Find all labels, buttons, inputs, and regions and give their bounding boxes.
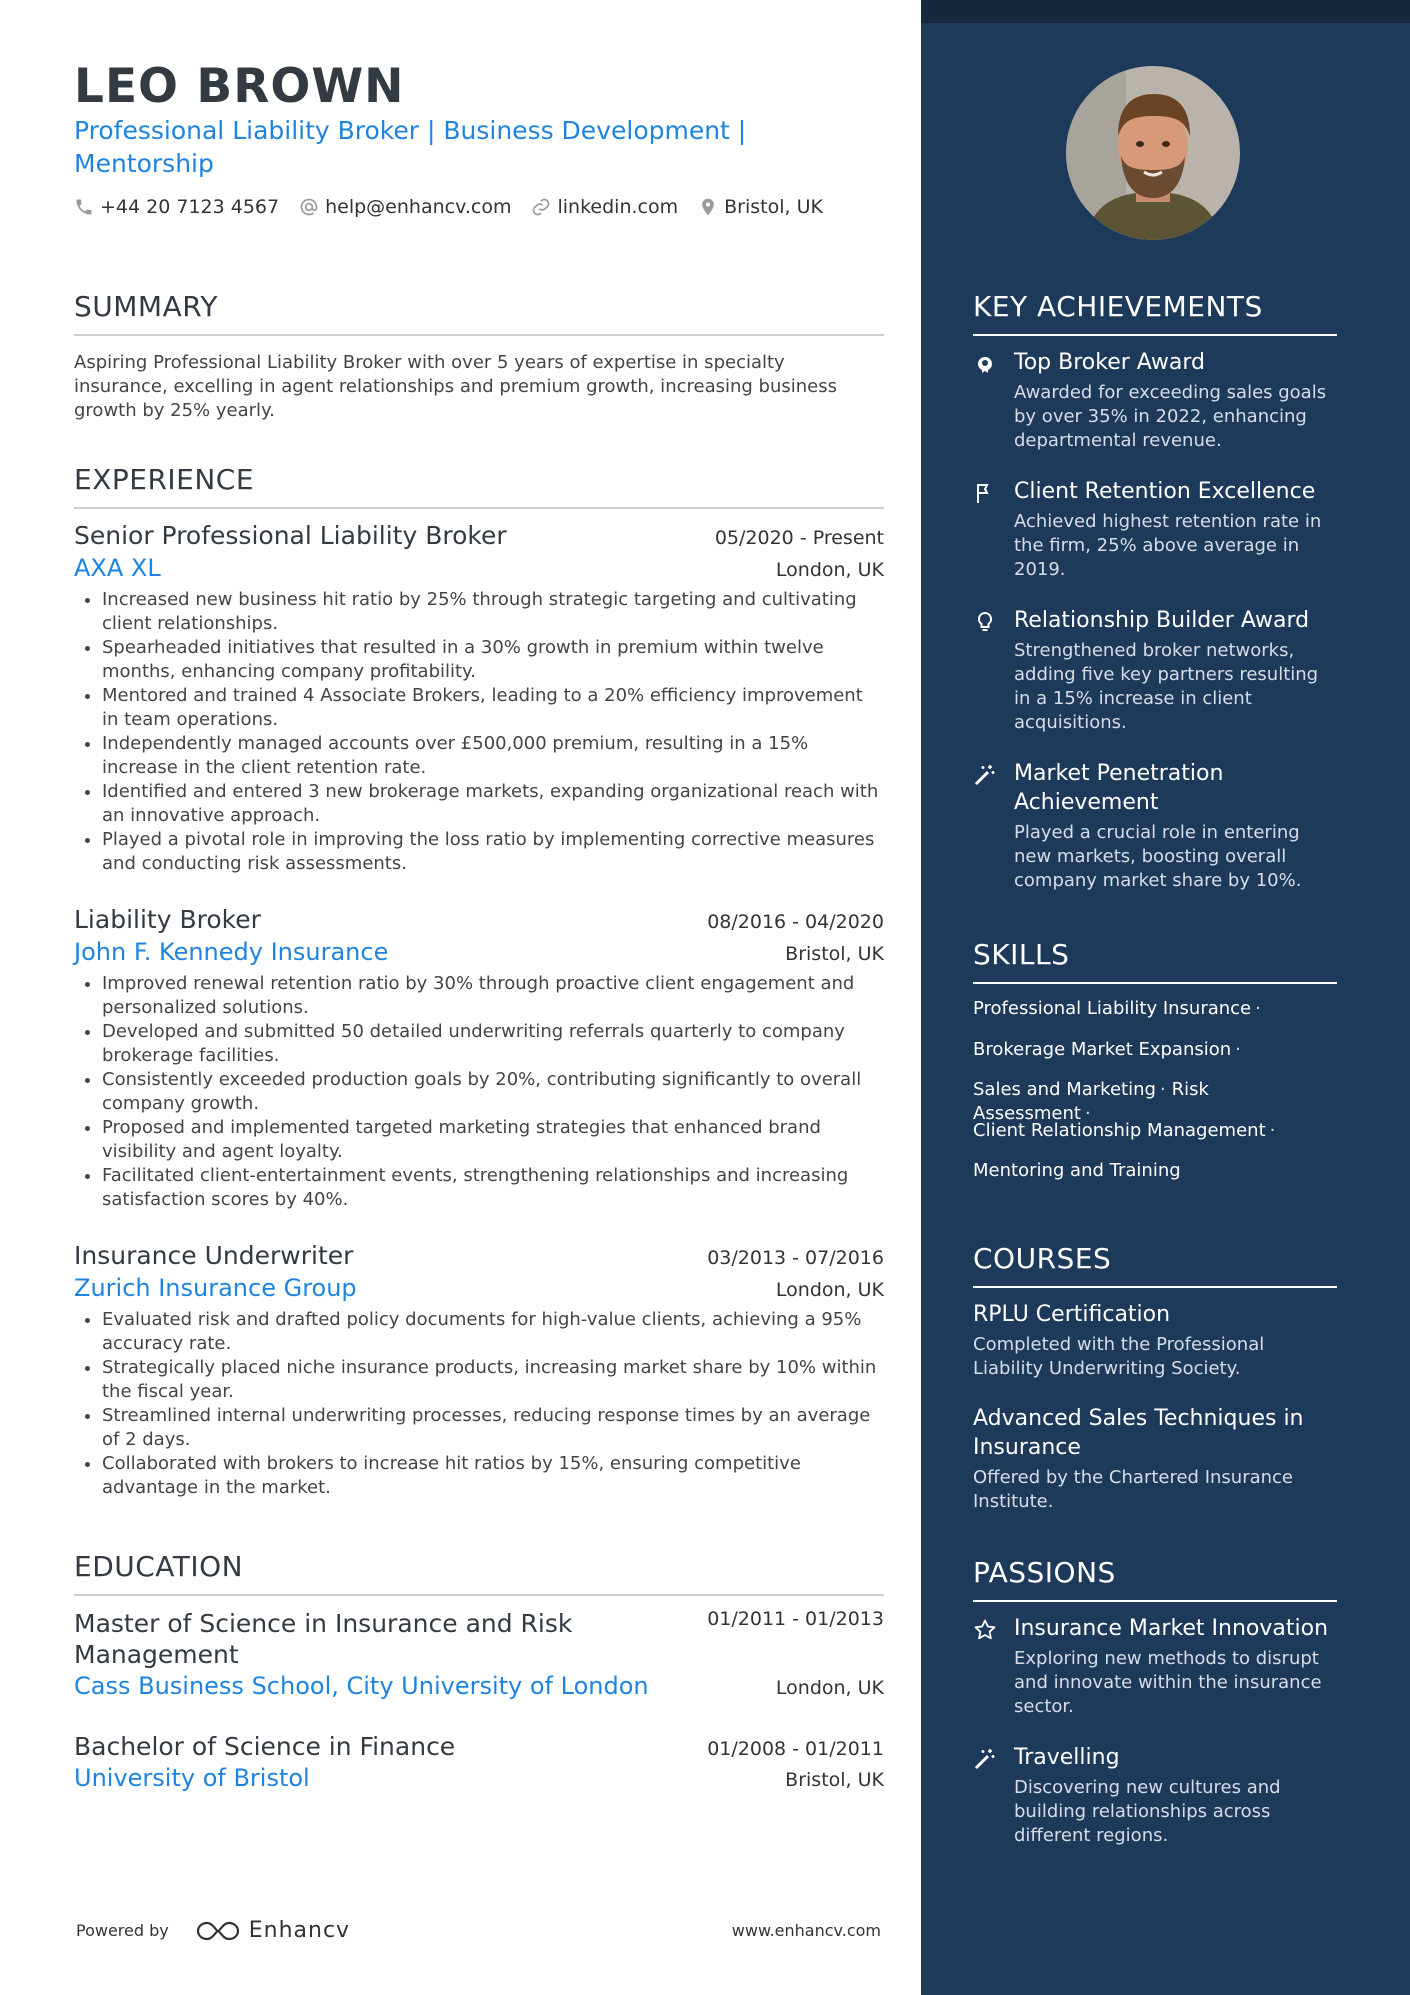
skills-heading: SKILLS: [973, 938, 1337, 984]
achievement-title: Top Broker Award: [1014, 350, 1206, 375]
course-item: [973, 1404, 1337, 1514]
footer: [76, 1918, 881, 1943]
bullet: • Consistently exceeded production goals by 20%, contributing significantly to overall company growth.: [102, 1068, 884, 1116]
skill-line: [973, 1038, 1337, 1079]
skill-line: [973, 1119, 1337, 1160]
at-icon: [299, 197, 319, 217]
avatar-image: [1066, 66, 1240, 240]
award-icon: [973, 352, 997, 376]
achievement-title: Client Retention Excellence: [1014, 479, 1316, 504]
bullet: • Evaluated risk and drafted policy documents for high-value clients, achieving a 95% accuracy rate.: [102, 1308, 884, 1356]
candidate-name: LEO BROWN: [74, 59, 405, 114]
summary-heading: SUMMARY: [74, 290, 884, 336]
website-link[interactable]: www.enhancv.com: [731, 1921, 881, 1940]
brand-name: Enhancv: [248, 1918, 351, 1943]
achievement-desc: Awarded for exceeding sales goals by over 35% in 2022, enhancing departmental revenue.: [1014, 382, 1327, 451]
skill-tag: Client Relationship Management: [973, 1119, 1266, 1141]
job-entry: [74, 520, 884, 876]
skill-separator: ·: [1084, 1103, 1091, 1124]
bullet: • Played a pivotal role in improving the loss ratio by implementing corrective measures and conducting risk assessments.: [102, 828, 884, 876]
passion-title: Insurance Market Innovation: [1014, 1616, 1329, 1641]
job-bullets: [74, 1308, 884, 1500]
achievement-item: [973, 348, 1337, 453]
skill-tag: Mentoring and Training: [973, 1160, 1181, 1181]
passions-heading: PASSIONS: [973, 1556, 1337, 1602]
job-location: Bristol, UK: [785, 943, 884, 965]
sidebar-top-bar: [921, 0, 1410, 23]
bullet: • Increased new business hit ratio by 25% through strategic targeting and cultivating client relationships.: [102, 588, 884, 636]
education-location: Bristol, UK: [785, 1769, 884, 1791]
bullet: • Mentored and trained 4 Associate Brokers, leading to a 20% efficiency improvement in team operations.: [102, 684, 884, 732]
job-bullets: [74, 588, 884, 876]
job-title: Insurance Underwriter: [74, 1241, 354, 1270]
achievement-item: [973, 477, 1337, 582]
job-title: Senior Professional Liability Broker: [74, 521, 507, 550]
contact-location: [698, 196, 823, 218]
company-name[interactable]: John F. Kennedy Insurance: [74, 938, 389, 966]
bullet: • Collaborated with brokers to increase hit ratios by 15%, ensuring competitive advantage in the market.: [102, 1452, 884, 1500]
bullet: • Streamlined internal underwriting processes, reducing response times by an average of 2 days.: [102, 1404, 884, 1452]
education-dates: 01/2011 - 01/2013: [707, 1608, 884, 1630]
passion-item: [973, 1743, 1337, 1848]
degree-title: Bachelor of Science in Finance: [74, 1732, 456, 1761]
bullet: • Improved renewal retention ratio by 30% through proactive client engagement and personalized solutions.: [102, 972, 884, 1020]
contact-email[interactable]: [299, 196, 511, 218]
bullet: • Spearheaded initiatives that resulted in a 30% growth in premium within twelve months, enhancing company profitability.: [102, 636, 884, 684]
achievements-heading: KEY ACHIEVEMENTS: [973, 290, 1337, 336]
courses-heading: COURSES: [973, 1242, 1337, 1288]
passion-title: Travelling: [1014, 1745, 1120, 1770]
achievement-item: [973, 759, 1337, 893]
experience-heading: EXPERIENCE: [74, 463, 884, 509]
magic-wand-icon: [973, 763, 997, 787]
brand-logo[interactable]: [195, 1918, 350, 1943]
course-title: RPLU Certification: [973, 1302, 1171, 1327]
skill-separator: ·: [1255, 998, 1261, 1019]
lightbulb-icon: [973, 610, 997, 634]
education-location: London, UK: [775, 1677, 884, 1699]
bullet: • Strategically placed niche insurance products, increasing market share by 10% within the fiscal year.: [102, 1356, 884, 1404]
course-item: [973, 1300, 1337, 1381]
flag-icon: [973, 481, 997, 505]
course-desc: Completed with the Professional Liability Underwriting Society.: [973, 1334, 1265, 1379]
bullet: • Independently managed accounts over £500,000 premium, resulting in a 15% increase in the client retention rate.: [102, 732, 884, 780]
link-text: linkedin.com: [557, 196, 679, 218]
powered-by: [76, 1918, 350, 1943]
course-title: Advanced Sales Techniques in Insurance: [973, 1406, 1304, 1460]
headline: Professional Liability Broker | Business Development | Mentorship: [74, 116, 747, 178]
powered-by-label: Powered by: [76, 1921, 169, 1940]
skill-separator: ·: [1269, 1119, 1276, 1141]
job-location: London, UK: [775, 1279, 884, 1301]
contact-phone[interactable]: [74, 196, 279, 218]
job-dates: 03/2013 - 07/2016: [707, 1247, 884, 1269]
bullet: • Developed and submitted 50 detailed underwriting referrals quarterly to company brokerage facilities.: [102, 1020, 884, 1068]
achievement-desc: Played a crucial role in entering new markets, boosting overall company market share by 10%.: [1014, 822, 1302, 891]
job-bullets: [74, 972, 884, 1212]
achievement-desc: Achieved highest retention rate in the firm, 25% above average in 2019.: [1014, 511, 1322, 580]
avatar: [1066, 66, 1240, 240]
enhancv-logo-icon: [195, 1919, 241, 1943]
achievement-item: [973, 606, 1337, 735]
email-text: help@enhancv.com: [325, 196, 512, 218]
phone-text: +44 20 7123 4567: [100, 196, 280, 218]
job-title: Liability Broker: [74, 905, 261, 934]
contact-link[interactable]: [531, 196, 678, 218]
job-entry: [74, 1240, 884, 1500]
company-name[interactable]: AXA XL: [74, 554, 161, 582]
contact-bar: [74, 196, 843, 218]
job-dates: 05/2020 - Present: [714, 527, 884, 549]
summary-text: Aspiring Professional Liability Broker with over 5 years of expertise in specialty insurance, excelling in agent relationships and premium growth, increasing business growth by 25% yearly.: [74, 352, 837, 421]
education-entry: [74, 1731, 884, 1794]
passion-item: [973, 1614, 1337, 1719]
skill-tag: Sales and Marketing: [973, 1079, 1156, 1100]
bullet: • Proposed and implemented targeted marketing strategies that enhanced brand visibility and agent loyalty.: [102, 1116, 884, 1164]
bullet: • Facilitated client-entertainment events, strengthening relationships and increasing satisfaction scores by 40%.: [102, 1164, 884, 1212]
course-desc: Offered by the Chartered Insurance Institute.: [973, 1467, 1294, 1512]
company-name[interactable]: Zurich Insurance Group: [74, 1274, 357, 1302]
achievement-title: Relationship Builder Award: [1014, 608, 1310, 633]
magic-wand-icon: [973, 1747, 997, 1771]
bullet: • Identified and entered 3 new brokerage markets, expanding organizational reach with an innovative approach.: [102, 780, 884, 828]
skill-separator: ·: [1235, 1038, 1241, 1060]
location-text: Bristol, UK: [724, 196, 823, 218]
achievement-title: Market Penetration Achievement: [1014, 761, 1224, 815]
education-heading: EDUCATION: [74, 1550, 884, 1596]
phone-icon: [74, 197, 94, 217]
location-pin-icon: [698, 197, 718, 217]
degree-title: Master of Science in Insurance and Risk Management: [74, 1609, 573, 1669]
passion-desc: Exploring new methods to disrupt and innovate within the insurance sector.: [1014, 1648, 1322, 1717]
job-entry: [74, 904, 884, 1212]
school-name[interactable]: Cass Business School, City University of London: [74, 1672, 649, 1700]
skill-line: [973, 1078, 1337, 1124]
job-dates: 08/2016 - 04/2020: [707, 911, 884, 933]
skill-line: [973, 997, 1337, 1038]
passion-desc: Discovering new cultures and building relationships across different regions.: [1014, 1777, 1281, 1846]
education-dates: 01/2008 - 01/2011: [707, 1738, 884, 1760]
school-name[interactable]: University of Bristol: [74, 1764, 310, 1792]
education-entry: [74, 1608, 884, 1702]
achievement-desc: Strengthened broker networks, adding five key partners resulting in a 15% increase in client acquisitions.: [1014, 640, 1319, 733]
skill-tag: Risk Assessment: [973, 1079, 1209, 1124]
skill-line: [973, 1159, 1337, 1200]
star-icon: [973, 1618, 997, 1642]
sidebar-column: [921, 0, 1410, 1995]
link-icon: [531, 197, 551, 217]
skill-tag: Professional Liability Insurance: [973, 998, 1252, 1019]
job-location: London, UK: [775, 559, 884, 581]
skill-separator: ·: [1159, 1079, 1166, 1100]
skills-list: [973, 997, 1337, 1200]
skill-tag: Brokerage Market Expansion: [973, 1038, 1232, 1060]
